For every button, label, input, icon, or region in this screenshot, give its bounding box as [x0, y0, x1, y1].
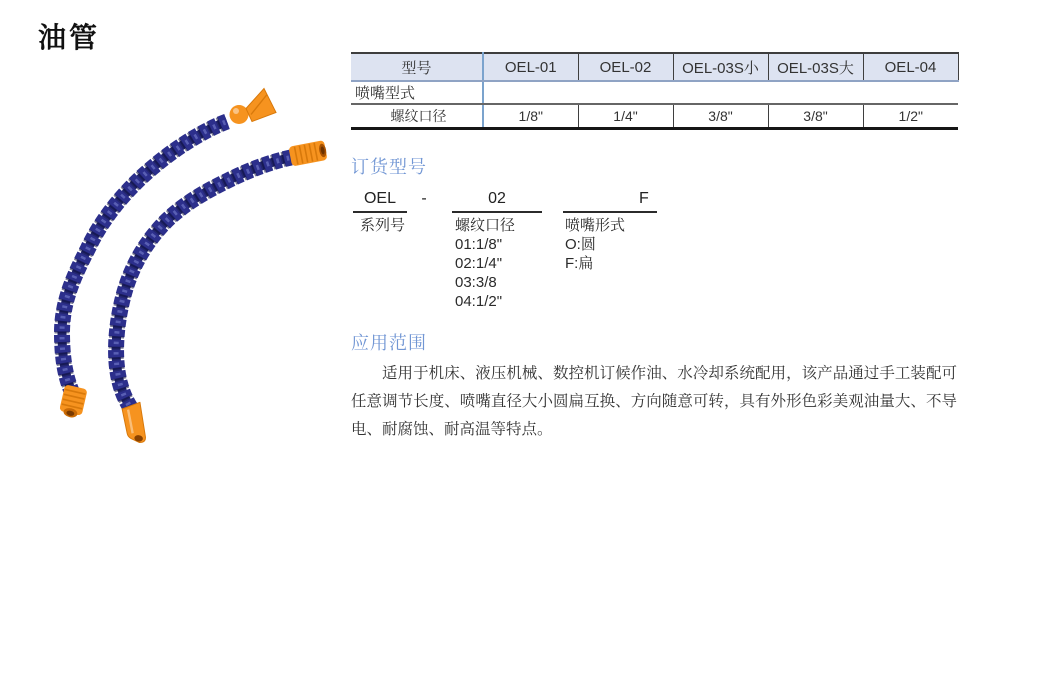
spec-col-oel-03s-large: OEL-03S大: [768, 53, 863, 81]
spec-col-oel-02: OEL-02: [578, 53, 673, 81]
flat-fan-nozzle: [230, 89, 277, 125]
ordering-heading: 订货型号: [351, 157, 427, 177]
thread-value-oel-01: 1/8": [483, 104, 578, 129]
row-label-nozzle-type: 喷嘴型式: [351, 81, 483, 104]
product-photo-flexible-coolant-hoses: [10, 78, 350, 473]
spec-col-oel-01: OEL-01: [483, 53, 578, 81]
nozzle-option-round: O:圆: [565, 236, 596, 253]
application-heading: 应用范围: [351, 333, 427, 353]
right-hose: [116, 158, 291, 409]
table-row-thread-diameter: [351, 104, 958, 129]
nozzle-option-flat: F:扁: [565, 255, 594, 272]
spec-table-section: [351, 52, 959, 130]
ordering-code-thread: 02: [452, 188, 542, 213]
spec-table: [351, 52, 959, 130]
thread-value-oel-03s-small: 3/8": [673, 104, 768, 129]
thread-value-oel-04: 1/2": [863, 104, 958, 129]
thread-option-04: 04:1/2": [455, 293, 503, 310]
series-label: 系列号: [360, 217, 406, 234]
ordering-legend-series: [360, 216, 405, 235]
table-row-nozzle-type: [351, 81, 958, 104]
ordering-legend-thread: [455, 216, 515, 311]
threaded-connector-top: [288, 140, 328, 167]
thread-option-03: 03:3/8: [455, 274, 497, 291]
ordering-legend-nozzle: [565, 216, 625, 273]
ordering-code-series: OEL: [353, 188, 407, 213]
thread-value-oel-03s-large: 3/8": [768, 104, 863, 129]
nozzle-legend-title: 喷嘴形式: [565, 217, 626, 234]
spec-table-header-row: [351, 53, 958, 81]
ordering-code-nozzle: F: [563, 188, 657, 213]
nozzle-type-empty-cell: [483, 81, 958, 104]
ordering-code-separator: -: [421, 190, 427, 207]
spec-col-oel-04: OEL-04: [863, 53, 958, 81]
spec-col-oel-03s-small: OEL-03S小: [673, 53, 768, 81]
thread-legend-title: 螺纹口径: [455, 217, 516, 234]
thread-option-01: 01:1/8": [455, 236, 503, 253]
spec-col-model: 型号: [351, 53, 483, 81]
application-body: 适用于机床、液压机械、数控机订候作油、水冷却系统配用，该产品通过手工装配可任意调节长度、喷嘴直径大小圆扁互换、方向随意可转，具有外形色彩美观油量大、不导电、耐腐蚀、耐高温等特点。: [351, 365, 957, 438]
thread-value-oel-02: 1/4": [578, 104, 673, 129]
row-label-thread-diameter: 螺纹口径: [390, 108, 447, 124]
page-title: 油管: [38, 22, 101, 53]
thread-option-02: 02:1/4": [455, 255, 503, 272]
